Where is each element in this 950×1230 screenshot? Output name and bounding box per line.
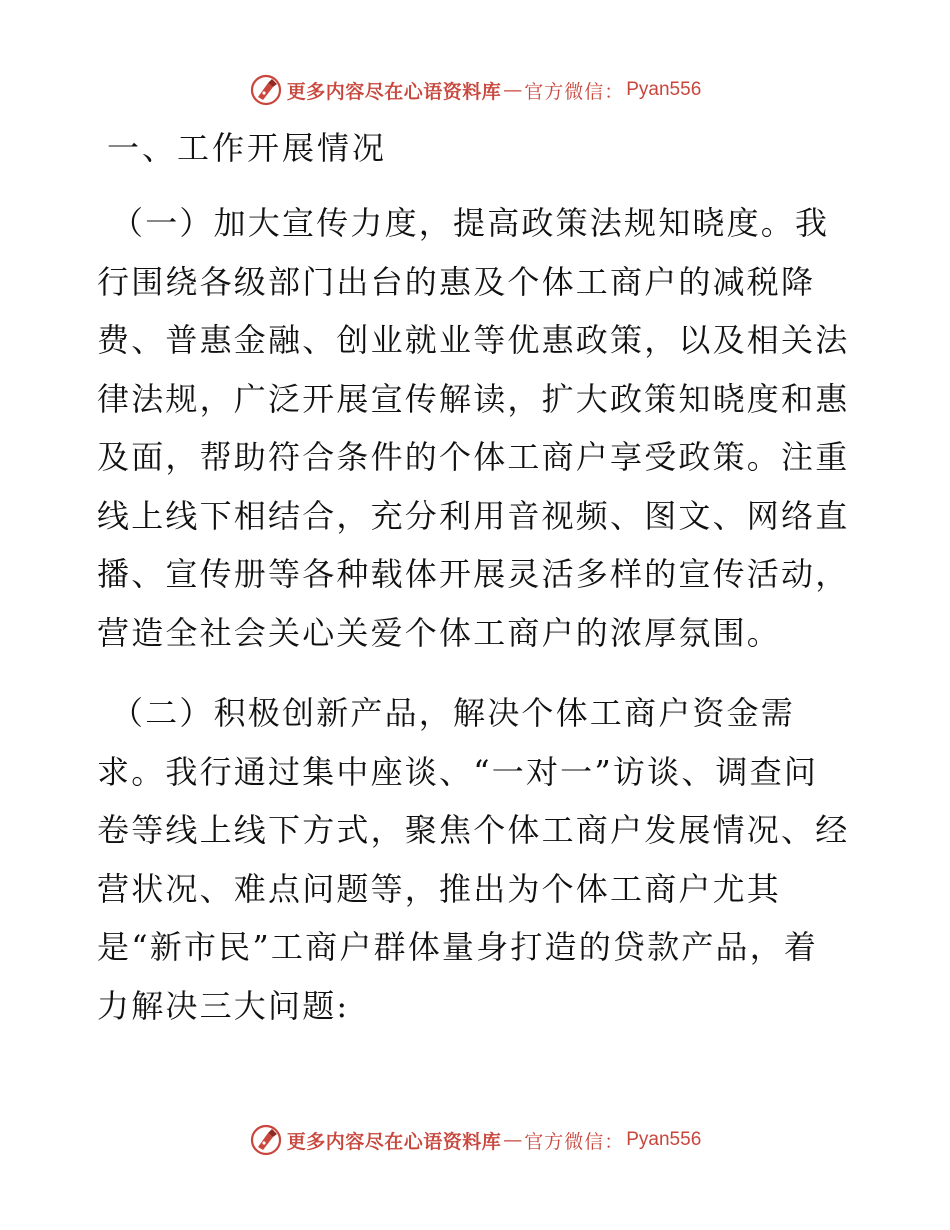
document-body [97,128,857,1035]
paragraph-line: 线上线下相结合，充分利用音视频、图文、网络直 [97,496,850,535]
paragraph-2 [97,684,857,1035]
paragraph-1 [97,194,857,662]
footer-watermark-banner [0,1120,950,1160]
paragraph-line: 行围绕各级部门出台的惠及个体工商户的减税降 [97,262,816,301]
paragraph-line: 播、宣传册等各种载体开展灵活多样的宣传活动， [97,555,850,593]
banner-separator: — [503,79,523,101]
pen-nib-logo-icon [249,73,283,107]
paragraph-line: 及面，帮助符合条件的个体工商户享受政策。注重 [97,438,850,476]
paragraph-line: 求。我行通过集中座谈、“一对一”访谈、调查问 [97,752,819,791]
paragraph-line: 力解决三大问题: [97,986,350,1025]
paragraph-line: （二）积极创新产品，解决个体工商户资金需 [111,694,796,732]
paragraph-line: 营状况、难点问题等，推出为个体工商户尤其 [97,869,782,908]
banner-main-text: 更多内容尽在心语资料库 [286,80,502,103]
banner-wechat-id: Pyan556 [626,1129,702,1150]
section-heading: 一、工作开展情况 [107,129,388,167]
banner-wechat-id: Pyan556 [626,79,702,100]
paragraph-line: 卷等线上线下方式，聚焦个体工商户发展情况、经 [97,811,850,849]
paragraph-line: 费、普惠金融、创业就业等优惠政策，以及相关法 [97,321,850,359]
banner-wechat-label: 官方微信： [524,80,625,103]
paragraph-line: （一）加大宣传力度，提高政策法规知晓度。我 [111,204,830,242]
pen-nib-logo-icon [249,1123,283,1157]
paragraph-line: 律法规，广泛开展宣传解读，扩大政策知晓度和惠 [97,379,850,418]
banner-separator: — [503,1129,523,1151]
banner-main-text: 更多内容尽在心语资料库 [286,1130,502,1153]
paragraph-line: 营造全社会关心关爱个体工商户的浓厚氛围。 [97,613,782,652]
banner-wechat-label: 官方微信： [524,1130,625,1153]
paragraph-line: 是“新市民”工商户群体量身打造的贷款产品，着 [97,928,819,966]
header-watermark-banner [0,70,950,110]
